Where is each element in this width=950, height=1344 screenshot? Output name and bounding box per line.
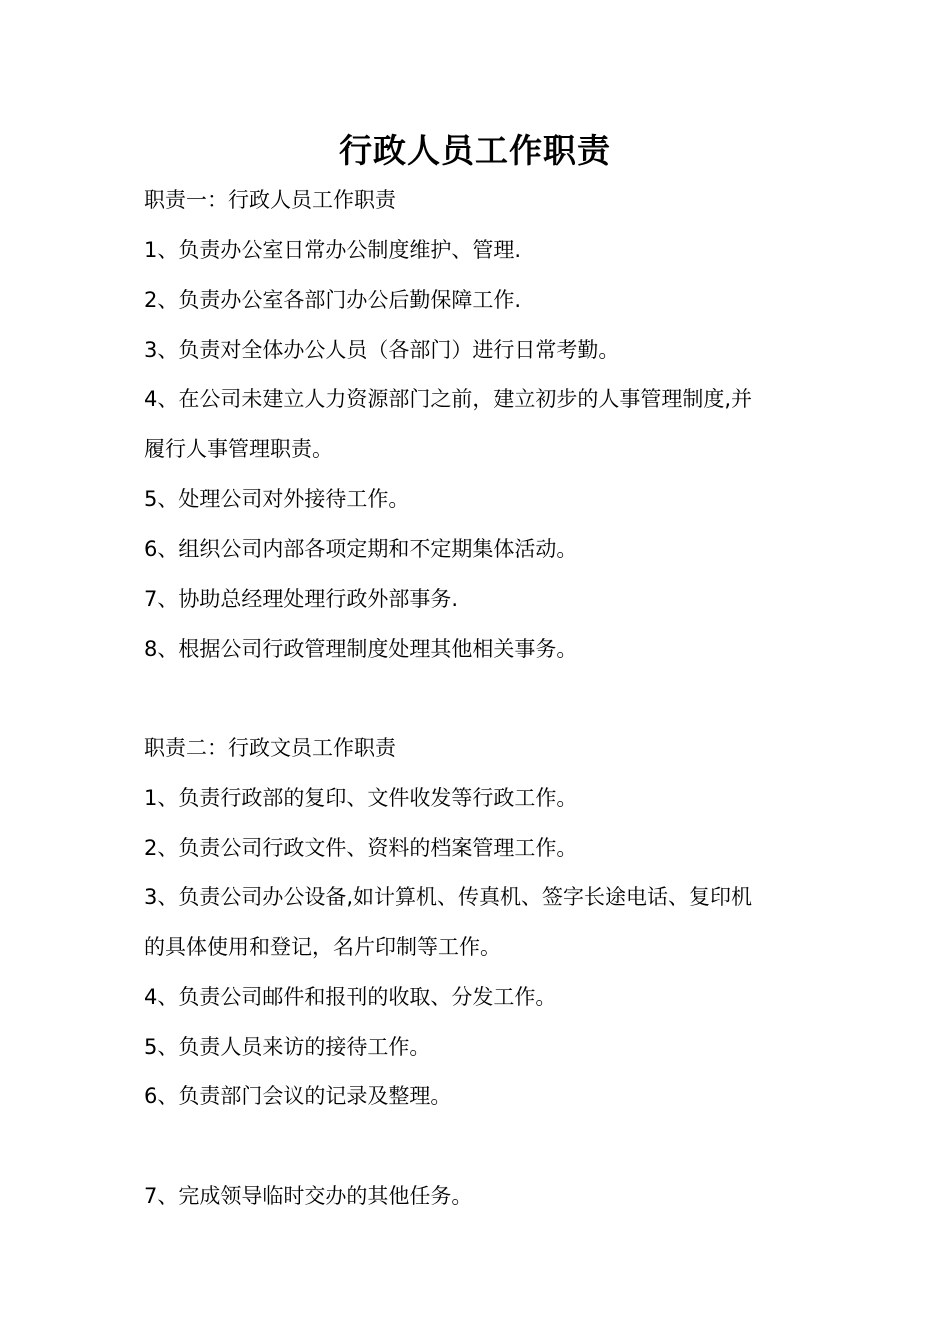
section2-heading: 职责二：行政文员工作职责: [144, 736, 396, 760]
document-title: 行政人员工作职责: [339, 131, 611, 170]
section1-item-1: 1、负责办公室日常办公制度维护、管理.: [144, 238, 522, 262]
section1-item-4: 4、在公司未建立人力资源部门之前，建立初步的人事管理制度,并: [144, 387, 753, 411]
section2-item-2: 2、负责公司行政文件、资料的档案管理工作。: [144, 836, 578, 860]
section1-item-8: 8、根据公司行政管理制度处理其他相关事务。: [144, 637, 578, 661]
section1-item-3: 3、负责对全体办公人员（各部门）进行日常考勤。: [144, 338, 620, 362]
section2-item-7: 7、完成领导临时交办的其他任务。: [144, 1184, 473, 1208]
section1-item-5: 5、处理公司对外接待工作。: [144, 487, 410, 511]
section1-heading: 职责一：行政人员工作职责: [144, 188, 396, 212]
section2-item-4: 4、负责公司邮件和报刊的收取、分发工作。: [144, 985, 557, 1009]
section1-item-7: 7、协助总经理处理行政外部事务.: [144, 587, 459, 611]
section2-item-3: 3、负责公司办公设备,如计算机、传真机、签字长途电话、复印机: [144, 885, 753, 909]
section2-item-3-continued: 的具体使用和登记，名片印制等工作。: [144, 935, 501, 959]
section2-item-5: 5、负责人员来访的接待工作。: [144, 1035, 431, 1059]
section1-item-6: 6、组织公司内部各项定期和不定期集体活动。: [144, 537, 578, 561]
section2-item-1: 1、负责行政部的复印、文件收发等行政工作。: [144, 786, 578, 810]
section2-item-6: 6、负责部门会议的记录及整理。: [144, 1084, 452, 1108]
section1-item-2: 2、负责办公室各部门办公后勤保障工作.: [144, 288, 522, 312]
section1-item-4-continued: 履行人事管理职责。: [144, 437, 333, 461]
